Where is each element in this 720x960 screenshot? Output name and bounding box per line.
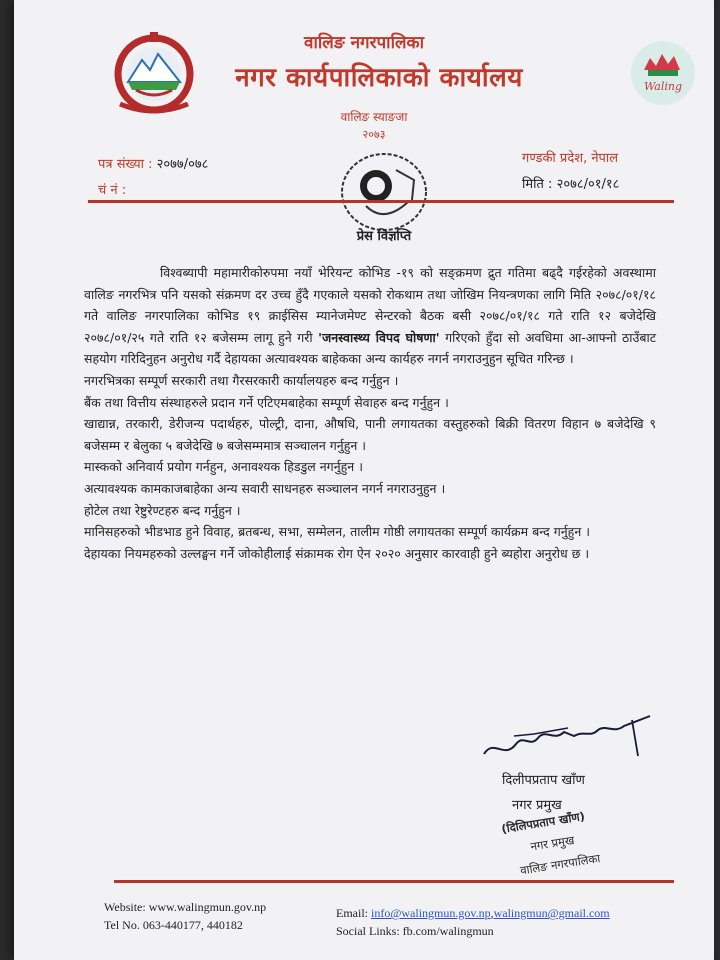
letter-number-label: पत्र संख्या : xyxy=(98,157,153,172)
municipality-name: वालिङ नगरपालिका xyxy=(304,33,424,53)
waling-logo-text: Waling xyxy=(643,80,683,93)
email-link-info[interactable]: info@walingmun.gov.np xyxy=(371,906,491,920)
office-title: नगर कार्यपालिकाको कार्यालय xyxy=(235,63,523,93)
date-value: २०७८/०१/१८ xyxy=(556,177,620,192)
letter-number xyxy=(98,154,208,172)
list-item: मानिसहरुको भीडभाड हुने विवाह, ब्रतबन्ध, सभा, सम्मेलन, तालीम गोष्ठी लगायतका सम्पूर्ण कार्यक्रम बन्द गर्नुहुन । xyxy=(84,524,590,540)
intro-end-text: गरिएको हुँदा सो अवधिमा आ-आफ्नो ठाउँबाट सहयोग गरिदिनुहन अनुरोध गर्दै देहायका अत्यावश्यक बाहेकका अन्य कार्यहरु नगर्न नगराउनुहुन सूचित गरिन्छ । xyxy=(84,329,657,367)
list-item: मास्कको अनिवार्य प्रयोग गर्नहुन, अनावश्यक हिडडुल नगर्नुहुन । xyxy=(84,459,363,475)
letter-number-value: २०७७/०७८ xyxy=(156,157,209,172)
stamp-title: नगर प्रमुख xyxy=(529,832,576,854)
office-location: वालिङ स्याङजा xyxy=(340,110,408,124)
letter-sheet xyxy=(14,0,714,960)
office-seal-icon xyxy=(336,150,432,234)
intro-text: विश्वब्यापी महामारीकोरुपमा नयाँ भेरियन्ट कोभिड -१९ को सङ्क्रमण द्रुत गतिमा बढ्दै गईरहेको अवस्थामा वालिङ नगरभित्र पनि यसको संक्रमण दर उच्च हुँदै गएकाले यसको रोकथाम तथा जोखिम नियन्त्रणका लागि मिति २०७८/०१/१८ गते वालिङ नगरपालिका कोभिड १९ क्राईसिस म्यानेजमेण्ट सेन्टरको बैठक बसी २०७८/०१/१८ गते राति १२ बजेदेखि २०७८/०१/२५ गते राति १२ बजेसम्म लागू हुने गरी xyxy=(84,265,656,345)
list-item: होटेल तथा रेष्टुरेण्टहरु बन्द गर्नुहुन । xyxy=(84,502,241,518)
press-release-body xyxy=(84,262,656,564)
intro-paragraph xyxy=(84,262,656,370)
signer-name: दिलीपप्रताप खाँण xyxy=(502,773,585,788)
letter-date xyxy=(522,174,619,192)
footer-website: Website: www.walingmun.gov.np xyxy=(104,900,267,914)
press-release-title: प्रेस विज्ञप्ति xyxy=(356,229,412,244)
dispatch-number-label: चं नं : xyxy=(98,183,127,198)
list-item: बैंक तथा वित्तीय संस्थाहरुले प्रदान गर्ने एटिएमबाहेका सम्पूर्ण सेवाहरु बन्द गर्नुहुन । xyxy=(84,394,449,410)
list-item: देहायका नियमहरुको उल्लङ्घन गर्ने जोकोहीलाई संक्रामक रोग ऐन २०२० अनुसार कारवाही हुने ब्यहोरा अनुरोध छ । xyxy=(84,545,590,561)
signer-title: नगर प्रमुख xyxy=(512,798,562,813)
declaration-emphasis: 'जनस्वास्थ्य विपद घोषणा' xyxy=(318,329,440,345)
signature-icon xyxy=(474,708,664,770)
footer-social: Social Links: fb.com/walingmun xyxy=(336,924,494,938)
footer-phone: Tel No. 063-440177, 440182 xyxy=(104,918,243,932)
header-divider xyxy=(88,200,674,203)
email-label: Email: xyxy=(336,906,371,920)
email-separator: , xyxy=(490,906,494,920)
footer-divider xyxy=(114,880,674,883)
email-link-gmail[interactable]: walingmun@gmail.com xyxy=(493,906,610,920)
established-year: २०७३ xyxy=(362,128,386,141)
list-item: अत्यावश्यक कामकाजबाहेका अन्य सवारी साधनहरु सञ्चालन नगर्न नगराउनुहुन । xyxy=(84,480,446,496)
stamp-org: वालिङ नगरपालिका xyxy=(519,851,602,878)
list-item: खाद्यान्न, तरकारी, डेरीजन्य पदार्थहरु, पोल्ट्री, दाना, औषधि, पानी लगायतका वस्तुहरुको बिक्री वितरण विहान ७ बजेदेखि ९ बजेसम्म र बेलुका ५ बजेदेखि ७ बजेसम्ममात्र सञ्चालन गर्नुहुन । xyxy=(84,416,656,453)
waling-logo-icon xyxy=(622,40,704,106)
date-label: मिति : xyxy=(522,177,553,192)
footer-email xyxy=(336,906,610,921)
province-text: गण्डकी प्रदेश, नेपाल xyxy=(522,151,619,166)
stamp-name: (दिलिपप्रताप खाँण) xyxy=(500,808,586,836)
list-item: नगरभित्रका सम्पूर्ण सरकारी तथा गैरसरकारी कार्यालयहरु बन्द गर्नुहुन । xyxy=(84,372,399,388)
